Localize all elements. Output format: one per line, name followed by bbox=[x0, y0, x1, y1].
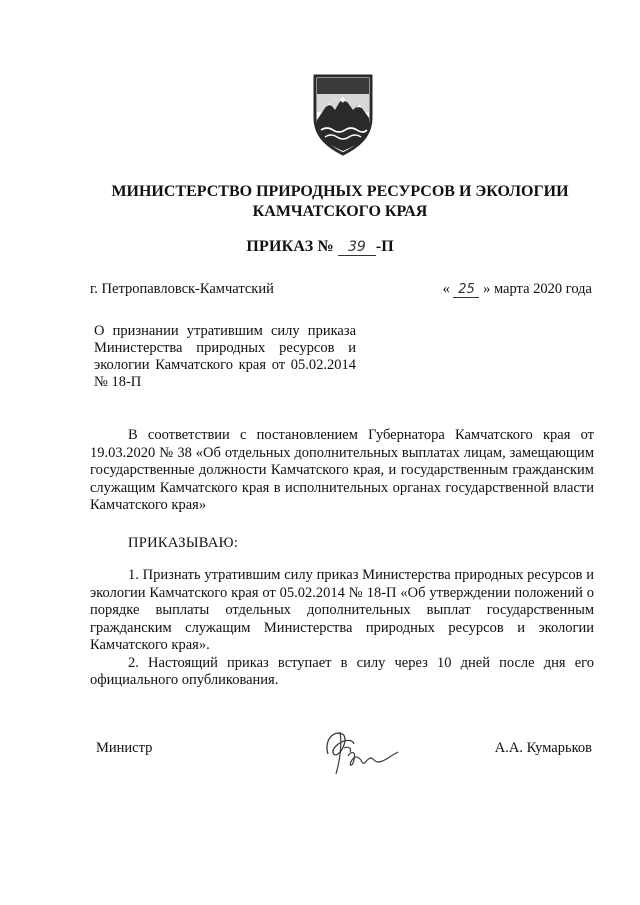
order-items bbox=[90, 567, 594, 690]
order-date bbox=[443, 281, 592, 298]
order-title bbox=[0, 238, 640, 256]
order-suffix: -П bbox=[375, 238, 394, 255]
ministry-line-2: КАМЧАТСКОГО КРАЯ bbox=[252, 203, 428, 220]
order-word: ПРИКАЗЫВАЮ: bbox=[128, 535, 239, 551]
kamchatka-coat-of-arms-icon bbox=[311, 72, 375, 156]
order-item-2: 2. Настоящий приказ вступает в силу через 10 дней после дня его официального опубликования. bbox=[90, 654, 594, 688]
handwritten-signature-icon bbox=[318, 724, 402, 780]
preamble-text: В соответствии с постановлением Губернатора Камчатского края от 19.03.2020 № 38 «Об отдельных дополнительных выплатах лицам, замещающим государственные должности Камчатского края, и государственным гражданским служащим Камчатского края в исполнительных органах государственной власти Камчатского края» bbox=[90, 427, 594, 513]
date-day: 25 bbox=[453, 282, 479, 298]
signer-position: Министр bbox=[96, 740, 153, 756]
ministry-line-1: МИНИСТЕРСТВО ПРИРОДНЫХ РЕСУРСОВ И ЭКОЛОГИИ bbox=[111, 183, 569, 200]
order-number: 39 bbox=[338, 239, 376, 256]
date-open-quote: « bbox=[442, 281, 450, 297]
ministry-name bbox=[90, 182, 590, 222]
signer-name: А.А. Кумарьков bbox=[494, 740, 592, 756]
date-rest: » марта 2020 года bbox=[483, 281, 592, 297]
order-subject: О признании утратившим силу приказа Министерства природных ресурсов и экологии Камчатского края от 05.02.2014 № 18-П bbox=[94, 323, 356, 390]
order-label: ПРИКАЗ № bbox=[246, 238, 334, 255]
preamble bbox=[90, 427, 594, 515]
order-item-1: 1. Признать утратившим силу приказ Министерства природных ресурсов и экологии Камчатского края от 05.02.2014 № 18-П «Об утверждении положений о порядке выплаты отдельных дополнительных выплат государственным гражданским служащим Министерства природных ресурсов и экологии Камчатского края». bbox=[90, 567, 594, 653]
city: г. Петропавловск-Камчатский bbox=[90, 281, 274, 297]
